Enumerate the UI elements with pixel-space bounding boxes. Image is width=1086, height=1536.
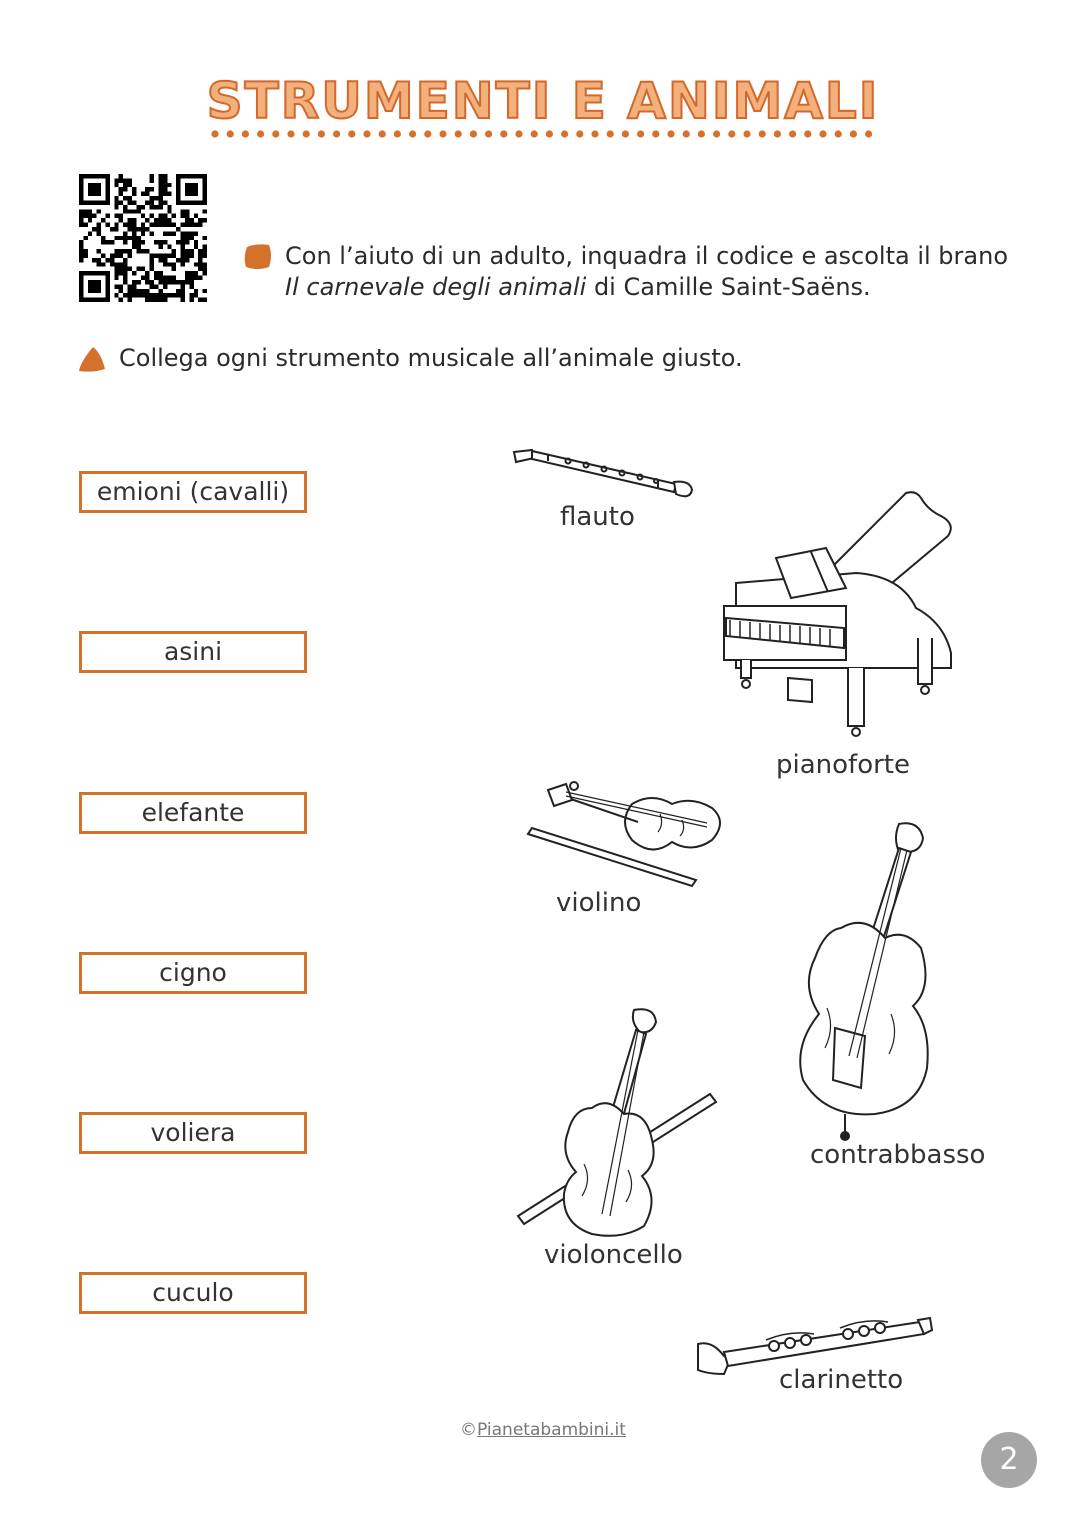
- page-title: STRUMENTI E ANIMALI: [206, 72, 880, 130]
- label-violino: violino: [556, 888, 642, 918]
- cello-icon: [512, 1004, 722, 1242]
- animal-box[interactable]: cigno: [79, 952, 307, 994]
- animal-box[interactable]: asini: [79, 631, 307, 673]
- flute-icon: [508, 444, 698, 506]
- animal-box[interactable]: voliera: [79, 1112, 307, 1154]
- orange-triangle-bullet-icon: [77, 345, 107, 373]
- animal-box[interactable]: emioni (cavalli): [79, 471, 307, 513]
- animal-box[interactable]: cuculo: [79, 1272, 307, 1314]
- instruction-listen: [285, 241, 1025, 303]
- label-flauto: flauto: [560, 502, 635, 532]
- label-violoncello: violoncello: [544, 1240, 683, 1270]
- instruction-connect: Collega ogni strumento musicale all’animale giusto.: [119, 344, 743, 372]
- instruction-text-end: di Camille Saint-Saëns.: [586, 273, 871, 301]
- orange-blob-bullet-icon: [243, 243, 273, 271]
- label-contrabbasso: contrabbasso: [810, 1140, 986, 1170]
- site-link[interactable]: Pianetabambini.it: [477, 1420, 626, 1440]
- animal-box[interactable]: elefante: [79, 792, 307, 834]
- double-bass-icon: [795, 818, 935, 1144]
- page-number: 2: [981, 1432, 1037, 1488]
- footer-credit: [0, 1420, 1086, 1440]
- instruction-text: Con l’aiuto di un adulto, inquadra il codice e ascolta il brano: [285, 242, 1009, 270]
- piano-icon: [716, 488, 966, 743]
- label-clarinetto: clarinetto: [779, 1365, 904, 1395]
- qr-code-icon: [79, 174, 207, 302]
- title-dotted-underline: [210, 126, 880, 142]
- violin-icon: [522, 778, 732, 890]
- piece-title: Il carnevale degli animali: [285, 273, 587, 301]
- label-pianoforte: pianoforte: [776, 750, 910, 780]
- copyright-symbol: ©: [460, 1420, 478, 1440]
